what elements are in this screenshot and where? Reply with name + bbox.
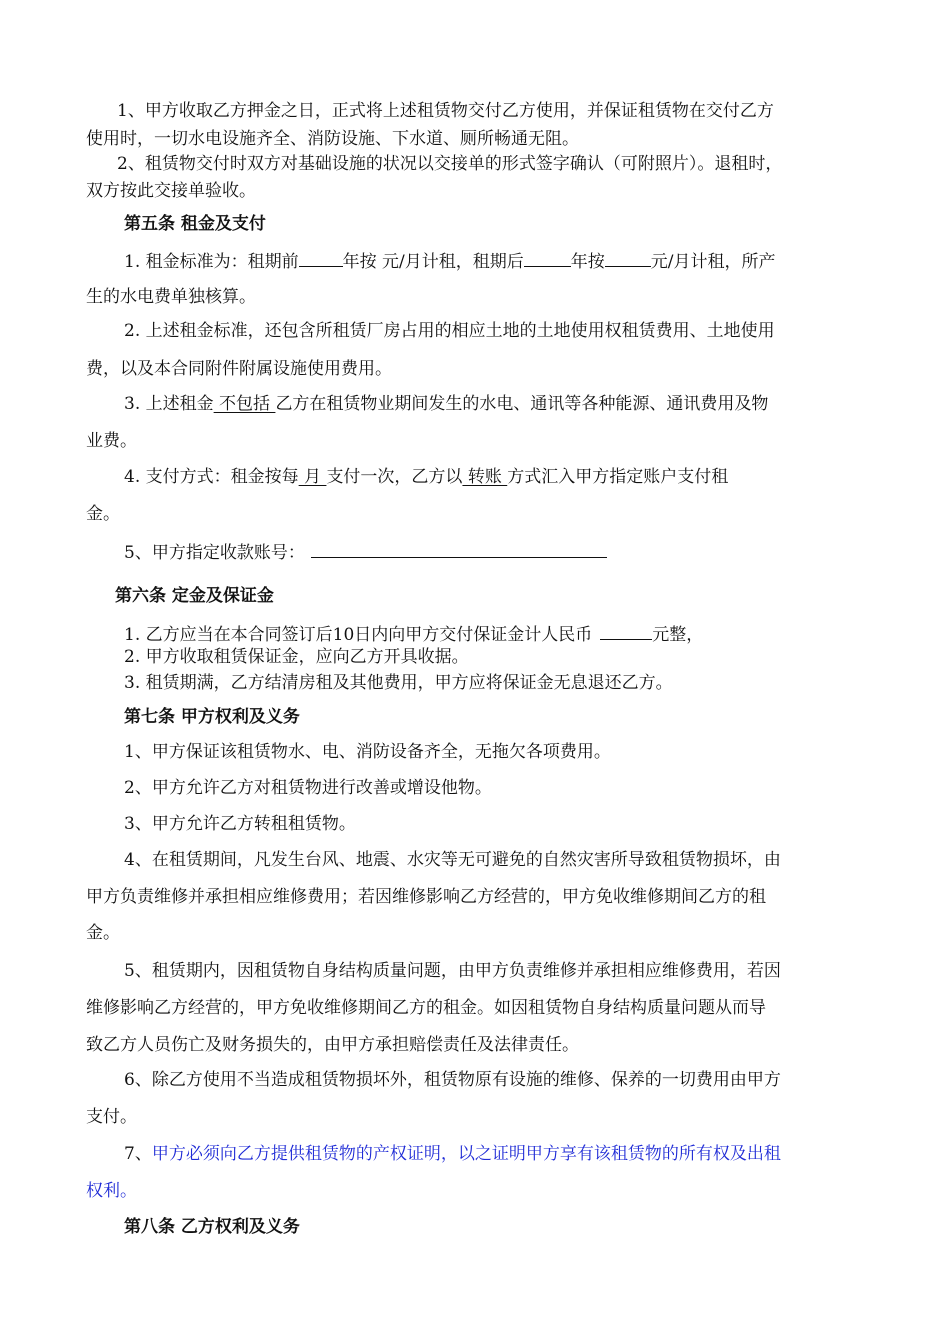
article-7-heading: 第七条 甲方权利及义务 bbox=[124, 707, 300, 727]
article-7-item-4-line-2: 甲方负责维修并承担相应维修费用；若因维修影响乙方经营的，甲方免收维修期间乙方的租 bbox=[86, 887, 766, 907]
article-5-item-4-line-1 bbox=[124, 466, 728, 488]
para-1-line-1: 1、甲方收取乙方押金之日，正式将上述租赁物交付乙方使用，并保证租赁物在交付乙方 bbox=[117, 101, 774, 121]
article-5-item-4-line-2: 金。 bbox=[86, 504, 120, 524]
article-7-item-5-line-3: 致乙方人员伤亡及财务损失的，由甲方承担赔偿责任及法律责任。 bbox=[86, 1035, 579, 1055]
para-2-line-1: 2、租赁物交付时双方对基础设施的状况以交接单的形式签字确认（可附照片）。退租时， bbox=[117, 154, 783, 174]
article-6-item-1 bbox=[124, 621, 703, 646]
article-5-item-3-line-1 bbox=[124, 393, 768, 415]
text-segment: 乙方在租赁物业期间发生的水电、通讯等各种能源、通讯费用及物 bbox=[275, 394, 769, 414]
article-8-heading: 第八条 乙方权利及义务 bbox=[124, 1217, 300, 1237]
article-5-heading: 第五条 租金及支付 bbox=[124, 214, 266, 234]
article-7-item-4-line-3: 金。 bbox=[86, 923, 120, 943]
blank-field-account-number[interactable] bbox=[311, 539, 607, 558]
text-segment: 支付一次，乙方以 bbox=[326, 467, 463, 487]
article-5-item-3-line-2: 业费。 bbox=[86, 431, 137, 451]
underlined-term-month: 月 bbox=[298, 467, 327, 487]
blank-field-monthly-rent[interactable] bbox=[605, 248, 651, 267]
article-5-item-1-line-2: 生的水电费单独核算。 bbox=[86, 287, 256, 307]
article-5-item-2-line-2: 费，以及本合同附件附属设施使用费用。 bbox=[86, 359, 392, 379]
underlined-term-transfer: 转账 bbox=[462, 467, 508, 487]
para-2-line-2: 双方按此交接单验收。 bbox=[86, 181, 256, 201]
para-1-line-2: 使用时，一切水电设施齐全、消防设施、下水道、厕所畅通无阻。 bbox=[86, 129, 579, 149]
article-7-item-5-line-2: 维修影响乙方经营的，甲方免收维修期间乙方的租金。如因租赁物自身结构质量问题从而导 bbox=[86, 998, 766, 1018]
article-6-item-2: 2. 甲方收取租赁保证金，应向乙方开具收据。 bbox=[124, 647, 469, 667]
article-5-item-1-line-1 bbox=[124, 248, 776, 273]
article-5-item-2-line-1: 2. 上述租金标准，还包含所租赁厂房占用的相应土地的土地使用权租赁费用、土地使用 bbox=[124, 321, 775, 341]
article-7-item-6-line-1: 6、除乙方使用不当造成租赁物损坏外，租赁物原有设施的维修、保养的一切费用由甲方 bbox=[124, 1070, 781, 1090]
text-segment: 1. 乙方应当在本合同签订后10日内向甲方交付保证金计人民币 bbox=[124, 625, 593, 645]
article-7-item-2: 2、甲方允许乙方对租赁物进行改善或增设他物。 bbox=[124, 778, 492, 798]
article-7-item-6-line-2: 支付。 bbox=[86, 1107, 137, 1127]
article-7-item-5-line-1: 5、租赁期内，因租赁物自身结构质量问题，由甲方负责维修并承担相应维修费用，若因 bbox=[124, 961, 781, 981]
article-6-item-3: 3. 租赁期满，乙方结清房租及其他费用，甲方应将保证金无息退还乙方。 bbox=[124, 673, 673, 693]
blank-field-lease-years-before[interactable] bbox=[299, 248, 343, 267]
article-7-item-1: 1、甲方保证该租赁物水、电、消防设备齐全，无拖欠各项费用。 bbox=[124, 742, 611, 762]
text-segment: 1. 租金标准为：租期前 bbox=[124, 252, 299, 272]
article-7-item-7-line-2: 权利。 bbox=[86, 1181, 137, 1201]
text-segment: 元/月计租，所产 bbox=[650, 252, 776, 272]
text-segment: 5、甲方指定收款账号： bbox=[124, 543, 305, 563]
text-segment: 年按 元/月计租，租期后 bbox=[342, 252, 524, 272]
text-segment: 年按 bbox=[570, 252, 605, 272]
text-segment: 方式汇入甲方指定账户支付租 bbox=[507, 467, 729, 487]
blank-field-deposit-amount[interactable] bbox=[600, 621, 652, 640]
article-7-item-4-line-1: 4、在租赁期间，凡发生台风、地震、水灾等无可避免的自然灾害所导致租赁物损坏，由 bbox=[124, 850, 781, 870]
blank-field-lease-years-after[interactable] bbox=[524, 248, 571, 267]
article-7-item-7-line-1 bbox=[124, 1143, 781, 1165]
article-6-heading: 第六条 定金及保证金 bbox=[115, 586, 274, 606]
text-segment: 4. 支付方式：租金按每 bbox=[124, 467, 299, 487]
underlined-term-excludes: 不包括 bbox=[213, 394, 276, 414]
article-5-item-5 bbox=[124, 539, 607, 564]
highlighted-text: 甲方必须向乙方提供租赁物的产权证明，以之证明甲方享有该租赁物的所有权及出租 bbox=[151, 1144, 781, 1164]
item-number: 7、 bbox=[124, 1144, 152, 1164]
text-segment: 3. 上述租金 bbox=[124, 394, 214, 414]
text-segment: 元整， bbox=[652, 625, 704, 645]
article-7-item-3: 3、甲方允许乙方转租租赁物。 bbox=[124, 814, 356, 834]
